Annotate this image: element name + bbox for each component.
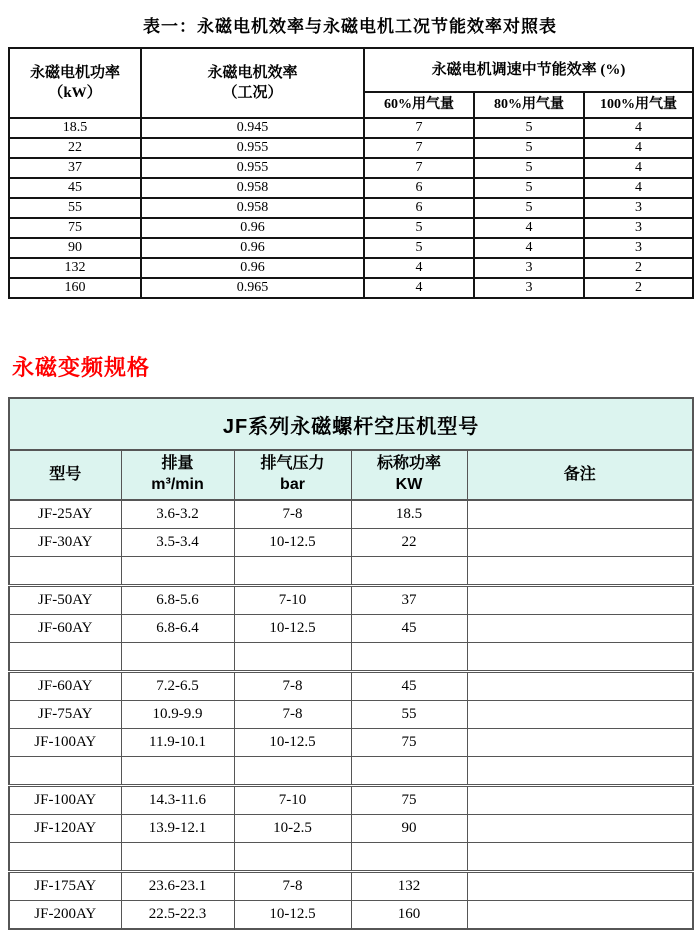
- table-cell: [9, 557, 121, 586]
- table-row: [9, 178, 693, 198]
- table-cell: [234, 843, 351, 872]
- spec-table: [8, 397, 694, 930]
- header-energy-saving-group: 永磁电机调速中节能效率 (%): [364, 48, 693, 92]
- table-cell: 3: [584, 238, 693, 258]
- table-cell: 6.8-6.4: [121, 615, 234, 643]
- table-cell: 6.8-5.6: [121, 586, 234, 615]
- table-cell: [467, 557, 693, 586]
- table-cell: 6: [364, 178, 474, 198]
- table-cell: 10-12.5: [234, 615, 351, 643]
- table-row: [9, 786, 693, 815]
- table-cell: [121, 757, 234, 786]
- table-cell: [351, 843, 467, 872]
- table-cell: [121, 643, 234, 672]
- table-cell: 7-8: [234, 872, 351, 901]
- table-cell: [467, 500, 693, 529]
- table-cell: 7: [364, 118, 474, 138]
- table-cell: 7-10: [234, 786, 351, 815]
- header-rated-power-unit: KW: [395, 476, 423, 493]
- table-row: [9, 158, 693, 178]
- table-cell: 75: [9, 218, 141, 238]
- table-row: [9, 701, 693, 729]
- table-cell: 55: [9, 198, 141, 218]
- table-row: [9, 729, 693, 757]
- header-rated-power-line1: 标称功率: [376, 455, 441, 473]
- table-cell: 7-8: [234, 701, 351, 729]
- table-row: [9, 815, 693, 843]
- table-row-separator: [9, 557, 693, 586]
- table-cell: [234, 643, 351, 672]
- table-row: [9, 278, 693, 298]
- table-cell: 7-10: [234, 586, 351, 615]
- efficiency-table-header-row: [9, 48, 693, 92]
- table-cell: 3: [474, 258, 584, 278]
- table-cell: [234, 557, 351, 586]
- table-cell: [467, 615, 693, 643]
- table-cell: JF-100AY: [9, 786, 121, 815]
- table-cell: JF-50AY: [9, 586, 121, 615]
- table-cell: [351, 757, 467, 786]
- table-cell: 22: [351, 529, 467, 557]
- table-cell: 55: [351, 701, 467, 729]
- table-cell: 0.945: [141, 118, 364, 138]
- table-cell: 6: [364, 198, 474, 218]
- table-cell: 13.9-12.1: [121, 815, 234, 843]
- table-cell: 45: [351, 672, 467, 701]
- table-cell: 5: [474, 178, 584, 198]
- header-remarks: [467, 450, 693, 500]
- table-cell: 0.96: [141, 258, 364, 278]
- table-cell: 5: [474, 138, 584, 158]
- table-cell: 2: [584, 258, 693, 278]
- table-cell: 3.6-3.2: [121, 500, 234, 529]
- header-model: [9, 450, 121, 500]
- table-cell: JF-75AY: [9, 701, 121, 729]
- header-displacement: [121, 450, 234, 500]
- table-cell: 23.6-23.1: [121, 872, 234, 901]
- table-cell: 0.96: [141, 218, 364, 238]
- table-cell: 22: [9, 138, 141, 158]
- table-row: [9, 198, 693, 218]
- table-cell: 10-2.5: [234, 815, 351, 843]
- table-cell: [467, 672, 693, 701]
- table-cell: [467, 701, 693, 729]
- table-cell: 0.958: [141, 178, 364, 198]
- table-cell: 4: [364, 278, 474, 298]
- table-cell: 11.9-10.1: [121, 729, 234, 757]
- header-motor-power-line1: 永磁电机功率: [29, 64, 120, 81]
- table-cell: JF-60AY: [9, 672, 121, 701]
- table-cell: 3: [584, 198, 693, 218]
- table-row: [9, 258, 693, 278]
- efficiency-table: [8, 47, 694, 299]
- table-cell: [121, 557, 234, 586]
- table-row: [9, 586, 693, 615]
- document-page: [0, 12, 700, 937]
- table-cell: 4: [584, 118, 693, 138]
- table-cell: 0.955: [141, 138, 364, 158]
- table-row-separator: [9, 757, 693, 786]
- header-displacement-line1: 排量: [161, 455, 194, 473]
- table-cell: 5: [364, 238, 474, 258]
- header-motor-efficiency-line1: 永磁电机效率: [207, 64, 298, 81]
- table-cell: [467, 529, 693, 557]
- header-model-line1: 型号: [49, 465, 82, 483]
- table-cell: 37: [9, 158, 141, 178]
- table-cell: 160: [351, 901, 467, 930]
- table-cell: JF-60AY: [9, 615, 121, 643]
- table-cell: 4: [584, 178, 693, 198]
- table-cell: 3: [584, 218, 693, 238]
- table-cell: 3: [474, 278, 584, 298]
- table-row: [9, 218, 693, 238]
- table-row: [9, 672, 693, 701]
- header-exhaust-pressure: [234, 450, 351, 500]
- table-cell: JF-25AY: [9, 500, 121, 529]
- table-cell: 7-8: [234, 500, 351, 529]
- table-cell: 10-12.5: [234, 729, 351, 757]
- table-cell: 14.3-11.6: [121, 786, 234, 815]
- table-cell: [351, 557, 467, 586]
- table-row-separator: [9, 643, 693, 672]
- table-cell: 7.2-6.5: [121, 672, 234, 701]
- header-60pct-usage: 60%用气量: [364, 92, 474, 118]
- table-cell: 10-12.5: [234, 529, 351, 557]
- table-cell: 5: [364, 218, 474, 238]
- table-cell: JF-100AY: [9, 729, 121, 757]
- header-exhaust-pressure-unit: bar: [280, 476, 305, 493]
- table-cell: 5: [474, 158, 584, 178]
- table-row: [9, 138, 693, 158]
- table-cell: 10-12.5: [234, 901, 351, 930]
- table-cell: 5: [474, 198, 584, 218]
- table-cell: [234, 757, 351, 786]
- table-cell: 0.965: [141, 278, 364, 298]
- table-cell: 18.5: [9, 118, 141, 138]
- table-cell: 0.958: [141, 198, 364, 218]
- table-cell: [9, 643, 121, 672]
- table-row: [9, 529, 693, 557]
- table-cell: JF-30AY: [9, 529, 121, 557]
- header-100pct-usage: 100%用气量: [584, 92, 693, 118]
- table-cell: 160: [9, 278, 141, 298]
- spec-table-title-row: [9, 398, 693, 450]
- table-cell: [9, 757, 121, 786]
- table-row: [9, 238, 693, 258]
- section-heading: 永磁变频规格: [12, 355, 151, 380]
- table-cell: 90: [351, 815, 467, 843]
- table-cell: [467, 643, 693, 672]
- table-cell: 0.955: [141, 158, 364, 178]
- table-cell: 4: [364, 258, 474, 278]
- table-row: [9, 500, 693, 529]
- spec-table-header-row: [9, 450, 693, 500]
- table-cell: 75: [351, 729, 467, 757]
- table-cell: 37: [351, 586, 467, 615]
- table-cell: [467, 757, 693, 786]
- table-row: [9, 872, 693, 901]
- table-cell: [351, 643, 467, 672]
- table-row: [9, 615, 693, 643]
- page-title: 表一：永磁电机效率与永磁电机工况节能效率对照表: [143, 17, 557, 36]
- table-cell: [467, 843, 693, 872]
- table-cell: 7-8: [234, 672, 351, 701]
- spec-table-body: [9, 500, 693, 929]
- table-cell: 7: [364, 158, 474, 178]
- efficiency-table-body: [9, 118, 693, 298]
- table-cell: 132: [9, 258, 141, 278]
- header-80pct-usage: 80%用气量: [474, 92, 584, 118]
- table-cell: 45: [9, 178, 141, 198]
- header-exhaust-pressure-line1: 排气压力: [260, 455, 325, 473]
- header-rated-power: [351, 450, 467, 500]
- table-cell: 18.5: [351, 500, 467, 529]
- table-row: [9, 118, 693, 138]
- table-cell: 45: [351, 615, 467, 643]
- spec-table-title: JF系列永磁螺杆空压机型号: [9, 398, 693, 450]
- table-cell: 7: [364, 138, 474, 158]
- table-cell: JF-175AY: [9, 872, 121, 901]
- table-cell: 4: [584, 158, 693, 178]
- table-row-separator: [9, 843, 693, 872]
- header-remarks-line1: 备注: [563, 465, 596, 483]
- table-cell: [467, 815, 693, 843]
- table-cell: [9, 843, 121, 872]
- table-cell: 2: [584, 278, 693, 298]
- table-cell: [467, 786, 693, 815]
- header-motor-efficiency: [141, 48, 364, 118]
- header-motor-efficiency-unit: （工况）: [222, 85, 283, 101]
- table-cell: 0.96: [141, 238, 364, 258]
- table-cell: 10.9-9.9: [121, 701, 234, 729]
- table-cell: JF-120AY: [9, 815, 121, 843]
- table-cell: [467, 586, 693, 615]
- table-cell: 4: [584, 138, 693, 158]
- table-cell: [467, 872, 693, 901]
- table-cell: 5: [474, 118, 584, 138]
- table-cell: 132: [351, 872, 467, 901]
- table-cell: 22.5-22.3: [121, 901, 234, 930]
- table-cell: 90: [9, 238, 141, 258]
- table-cell: [467, 729, 693, 757]
- table-cell: JF-200AY: [9, 901, 121, 930]
- table-cell: 75: [351, 786, 467, 815]
- header-motor-power: [9, 48, 141, 118]
- table-cell: 4: [474, 238, 584, 258]
- header-motor-power-unit: （kW）: [48, 85, 102, 101]
- table-cell: 3.5-3.4: [121, 529, 234, 557]
- table-cell: [121, 843, 234, 872]
- header-displacement-unit: m³/min: [151, 476, 204, 493]
- table-cell: 4: [474, 218, 584, 238]
